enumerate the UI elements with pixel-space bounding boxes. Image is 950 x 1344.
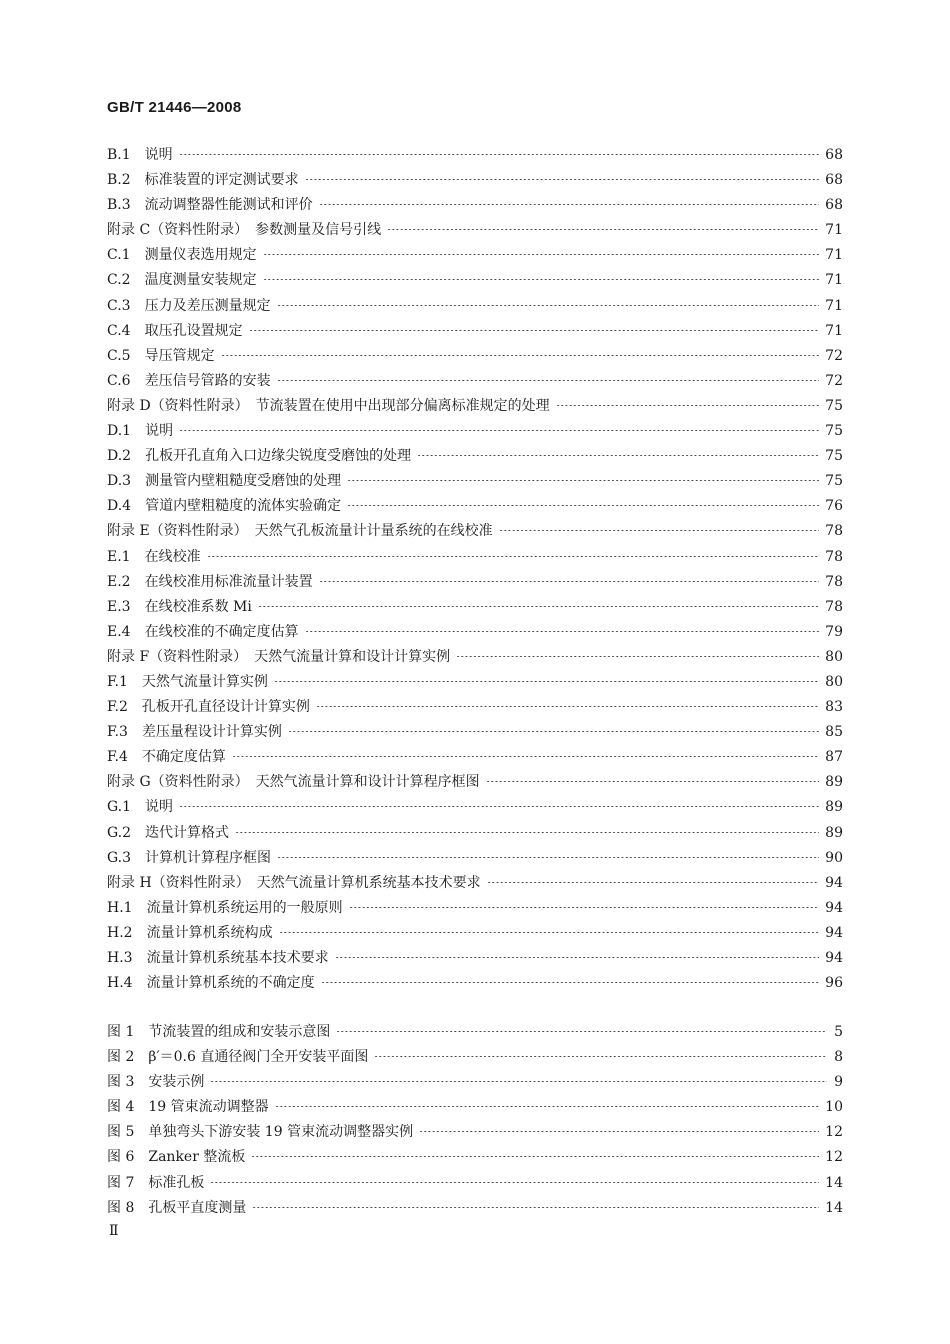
dot-leader <box>349 907 820 908</box>
toc-entry-page-number: 80 <box>825 673 843 690</box>
toc-entry[interactable] <box>107 645 843 670</box>
toc-entry[interactable] <box>107 519 843 544</box>
toc-entry-label: F.2 孔板开孔直径设计计算实例 <box>107 699 310 716</box>
toc-entry-label: H.3 流量计算机系统基本技术要求 <box>107 950 329 966</box>
dot-leader <box>221 355 820 356</box>
toc-entry-label: C.5 导压管规定 <box>107 347 215 364</box>
figure-entry-page-number: 12 <box>825 1149 843 1166</box>
toc-entry[interactable] <box>107 394 843 419</box>
dot-leader <box>263 279 820 280</box>
toc-entry-page-number: 75 <box>825 448 843 465</box>
figure-entry-page-number: 12 <box>825 1124 843 1141</box>
toc-entry-page-number: 87 <box>825 749 843 766</box>
figure-entry[interactable] <box>107 1171 843 1196</box>
toc-entry[interactable] <box>107 670 843 695</box>
figure-entry-label: 图 4 19 管束流动调整器 <box>107 1099 269 1116</box>
dot-leader <box>179 430 819 431</box>
dot-leader <box>249 330 820 331</box>
dot-leader <box>347 480 819 481</box>
toc-entry-page-number: 71 <box>825 322 843 339</box>
toc-entry-label: D.1 说明 <box>107 423 174 440</box>
figure-entry[interactable] <box>107 1020 843 1045</box>
toc-entry[interactable] <box>107 821 843 846</box>
toc-entry[interactable] <box>107 896 843 921</box>
toc-entry[interactable] <box>107 770 843 795</box>
dot-leader <box>556 405 819 406</box>
toc-entry-page-number: 89 <box>825 824 843 841</box>
toc-entry-page-number: 89 <box>825 799 843 816</box>
toc-entry-label: C.4 取压孔设置规定 <box>107 322 243 339</box>
list-of-figures <box>107 1020 843 1221</box>
toc-entry[interactable] <box>107 218 843 243</box>
toc-entry[interactable] <box>107 871 843 896</box>
toc-entry[interactable] <box>107 419 843 444</box>
toc-entry-page-number: 76 <box>825 498 843 515</box>
dot-leader <box>486 781 820 782</box>
dot-leader <box>336 1031 827 1032</box>
figure-entry[interactable] <box>107 1045 843 1070</box>
figure-entry[interactable] <box>107 1120 843 1145</box>
toc-entry[interactable] <box>107 921 843 946</box>
dot-leader <box>210 1182 819 1183</box>
toc-entry-label: G.3 计算机计算程序框图 <box>107 849 272 866</box>
toc-entry-page-number: 94 <box>825 899 843 916</box>
dot-leader <box>232 756 819 757</box>
toc-entry-label: F.4 不确定度估算 <box>107 749 226 766</box>
toc-entry-label: C.1 测量仪表选用规定 <box>107 247 257 264</box>
toc-entry-label: H.2 流量计算机系统构成 <box>107 924 273 941</box>
toc-entry[interactable] <box>107 369 843 394</box>
toc-entry-label: E.3 在线校准系数 Mi <box>107 598 252 615</box>
dot-leader <box>305 179 820 180</box>
toc-entry-label: B.1 说明 <box>107 147 173 163</box>
toc-entry-page-number: 79 <box>825 623 843 640</box>
toc-entry[interactable] <box>107 570 843 595</box>
dot-leader <box>316 706 819 707</box>
table-of-contents <box>107 143 843 996</box>
dot-leader <box>210 1081 827 1082</box>
figure-entry-label: 图 2 β′＝0.6 直通径阀门全开安装平面图 <box>107 1049 369 1066</box>
toc-entry-label: 附录 C（资料性附录） 参数测量及信号引线 <box>107 222 382 239</box>
dot-leader <box>319 581 820 582</box>
dot-leader <box>499 530 820 531</box>
figure-entry-label: 图 1 节流装置的组成和安装示意图 <box>107 1024 331 1040</box>
toc-entry-page-number: 75 <box>825 423 843 440</box>
figure-entry[interactable] <box>107 1145 843 1170</box>
toc-entry[interactable] <box>107 545 843 570</box>
toc-entry-label: D.3 测量管内壁粗糙度受磨蚀的处理 <box>107 473 342 490</box>
toc-entry-label: 附录 E（资料性附录） 天然气孔板流量计计量系统的在线校准 <box>107 523 493 540</box>
toc-entry-label: E.4 在线校准的不确定度估算 <box>107 623 299 640</box>
toc-entry-label: B.3 流动调整器性能测试和评价 <box>107 197 313 214</box>
dot-leader <box>207 556 820 557</box>
toc-entry[interactable] <box>107 444 843 469</box>
toc-entry[interactable] <box>107 745 843 770</box>
toc-entry[interactable] <box>107 795 843 820</box>
dot-leader <box>374 1056 827 1057</box>
dot-leader <box>417 455 819 456</box>
toc-entry[interactable] <box>107 143 843 168</box>
dot-leader <box>258 606 819 607</box>
toc-entry[interactable] <box>107 168 843 193</box>
dot-leader <box>279 932 820 933</box>
toc-entry-label: 附录 D（资料性附录） 节流装置在使用中出现部分偏离标准规定的处理 <box>107 397 550 414</box>
toc-entry[interactable] <box>107 243 843 268</box>
figure-entry[interactable] <box>107 1196 843 1221</box>
toc-entry-page-number: 94 <box>825 950 843 966</box>
dot-leader <box>277 857 819 858</box>
dot-leader <box>305 631 820 632</box>
toc-entry[interactable] <box>107 846 843 871</box>
toc-entry[interactable] <box>107 695 843 720</box>
toc-entry-page-number: 72 <box>825 347 843 364</box>
toc-entry-page-number: 75 <box>825 397 843 414</box>
figure-entry-label: 图 6 Zanker 整流板 <box>107 1149 246 1166</box>
figure-entry[interactable] <box>107 1095 843 1120</box>
figure-entry-page-number: 14 <box>825 1199 843 1216</box>
figure-entry-label: 图 5 单独弯头下游安装 19 管束流动调整器实例 <box>107 1124 414 1141</box>
dot-leader <box>288 731 819 732</box>
toc-entry[interactable] <box>107 946 843 971</box>
toc-entry-label: G.1 说明 <box>107 799 174 816</box>
toc-entry-label: F.1 天然气流量计算实例 <box>107 673 268 690</box>
toc-entry[interactable] <box>107 193 843 218</box>
toc-entry-label: G.2 迭代计算格式 <box>107 824 230 841</box>
figure-entry-page-number: 9 <box>834 1074 843 1091</box>
figure-entry-page-number: 10 <box>825 1099 843 1116</box>
dot-leader <box>347 505 819 506</box>
dot-leader <box>387 229 819 230</box>
toc-entry-page-number: 78 <box>825 573 843 590</box>
toc-entry[interactable] <box>107 469 843 494</box>
toc-entry-label: C.3 压力及差压测量规定 <box>107 297 271 314</box>
toc-entry-label: C.6 差压信号管路的安装 <box>107 372 271 389</box>
figure-entry-label: 图 7 标准孔板 <box>107 1174 205 1191</box>
toc-entry-label: C.2 温度测量安装规定 <box>107 272 257 289</box>
toc-entry-page-number: 94 <box>825 874 843 891</box>
dot-leader <box>321 982 820 983</box>
toc-entry-page-number: 75 <box>825 473 843 490</box>
dot-leader <box>252 1207 819 1208</box>
toc-entry-label: B.2 标准装置的评定测试要求 <box>107 172 299 189</box>
figure-entry-page-number: 5 <box>834 1024 843 1040</box>
toc-entry-page-number: 68 <box>825 172 843 189</box>
toc-entry-page-number: 78 <box>825 548 843 565</box>
figure-entry-page-number: 14 <box>825 1174 843 1191</box>
toc-entry-page-number: 68 <box>825 197 843 214</box>
toc-entry[interactable] <box>107 595 843 620</box>
toc-entry[interactable] <box>107 620 843 645</box>
dot-leader <box>319 204 820 205</box>
toc-entry-label: 附录 H（资料性附录） 天然气流量计算机系统基本技术要求 <box>107 874 481 891</box>
figure-entry[interactable] <box>107 1070 843 1095</box>
toc-entry[interactable] <box>107 268 843 293</box>
dot-leader <box>251 1156 819 1157</box>
document-code-header: GB/T 21446—2008 <box>107 99 242 116</box>
toc-entry-page-number: 71 <box>825 222 843 239</box>
toc-entry-label: F.3 差压量程设计计算实例 <box>107 724 282 741</box>
dot-leader <box>179 806 819 807</box>
toc-entry-page-number: 78 <box>825 598 843 615</box>
toc-entry-page-number: 90 <box>825 849 843 866</box>
page-number-footer: Ⅱ <box>109 1223 119 1239</box>
dot-leader <box>335 957 820 958</box>
dot-leader <box>274 681 819 682</box>
toc-entry-label: 附录 F（资料性附录） 天然气流量计算和设计计算实例 <box>107 648 451 665</box>
toc-entry[interactable] <box>107 971 843 996</box>
toc-entry-label: H.1 流量计算机系统运用的一般原则 <box>107 899 343 916</box>
toc-entry-label: H.4 流量计算机系统的不确定度 <box>107 975 315 992</box>
dot-leader <box>263 254 820 255</box>
dot-leader <box>179 154 820 155</box>
toc-entry-label: 附录 G（资料性附录） 天然气流量计算和设计计算程序框图 <box>107 774 480 791</box>
toc-entry-page-number: 68 <box>825 147 843 163</box>
toc-entry-page-number: 94 <box>825 924 843 941</box>
toc-entry-page-number: 71 <box>825 297 843 314</box>
toc-entry-page-number: 89 <box>825 774 843 791</box>
toc-entry-page-number: 71 <box>825 272 843 289</box>
toc-entry-page-number: 96 <box>825 975 843 992</box>
toc-entry-label: E.2 在线校准用标准流量计装置 <box>107 573 313 590</box>
toc-entry[interactable] <box>107 319 843 344</box>
figure-entry-page-number: 8 <box>834 1049 843 1066</box>
dot-leader <box>456 656 819 657</box>
toc-entry[interactable] <box>107 344 843 369</box>
toc-entry-page-number: 78 <box>825 523 843 540</box>
figure-entry-label: 图 8 孔板平直度测量 <box>107 1199 247 1216</box>
dot-leader <box>277 305 820 306</box>
toc-entry-page-number: 80 <box>825 648 843 665</box>
toc-entry-page-number: 83 <box>825 699 843 716</box>
toc-entry-page-number: 85 <box>825 724 843 741</box>
toc-entry[interactable] <box>107 494 843 519</box>
dot-leader <box>235 832 819 833</box>
toc-entry-page-number: 72 <box>825 372 843 389</box>
dot-leader <box>487 882 820 883</box>
dot-leader <box>277 380 820 381</box>
dot-leader <box>275 1106 820 1107</box>
toc-entry-label: D.2 孔板开孔直角入口边缘尖锐度受磨蚀的处理 <box>107 448 412 465</box>
dot-leader <box>419 1131 819 1132</box>
toc-entry[interactable] <box>107 720 843 745</box>
toc-entry-label: D.4 管道内壁粗糙度的流体实验确定 <box>107 498 342 515</box>
figure-entry-label: 图 3 安装示例 <box>107 1074 205 1091</box>
toc-entry-label: E.1 在线校准 <box>107 548 201 565</box>
toc-entry[interactable] <box>107 294 843 319</box>
toc-entry-page-number: 71 <box>825 247 843 264</box>
